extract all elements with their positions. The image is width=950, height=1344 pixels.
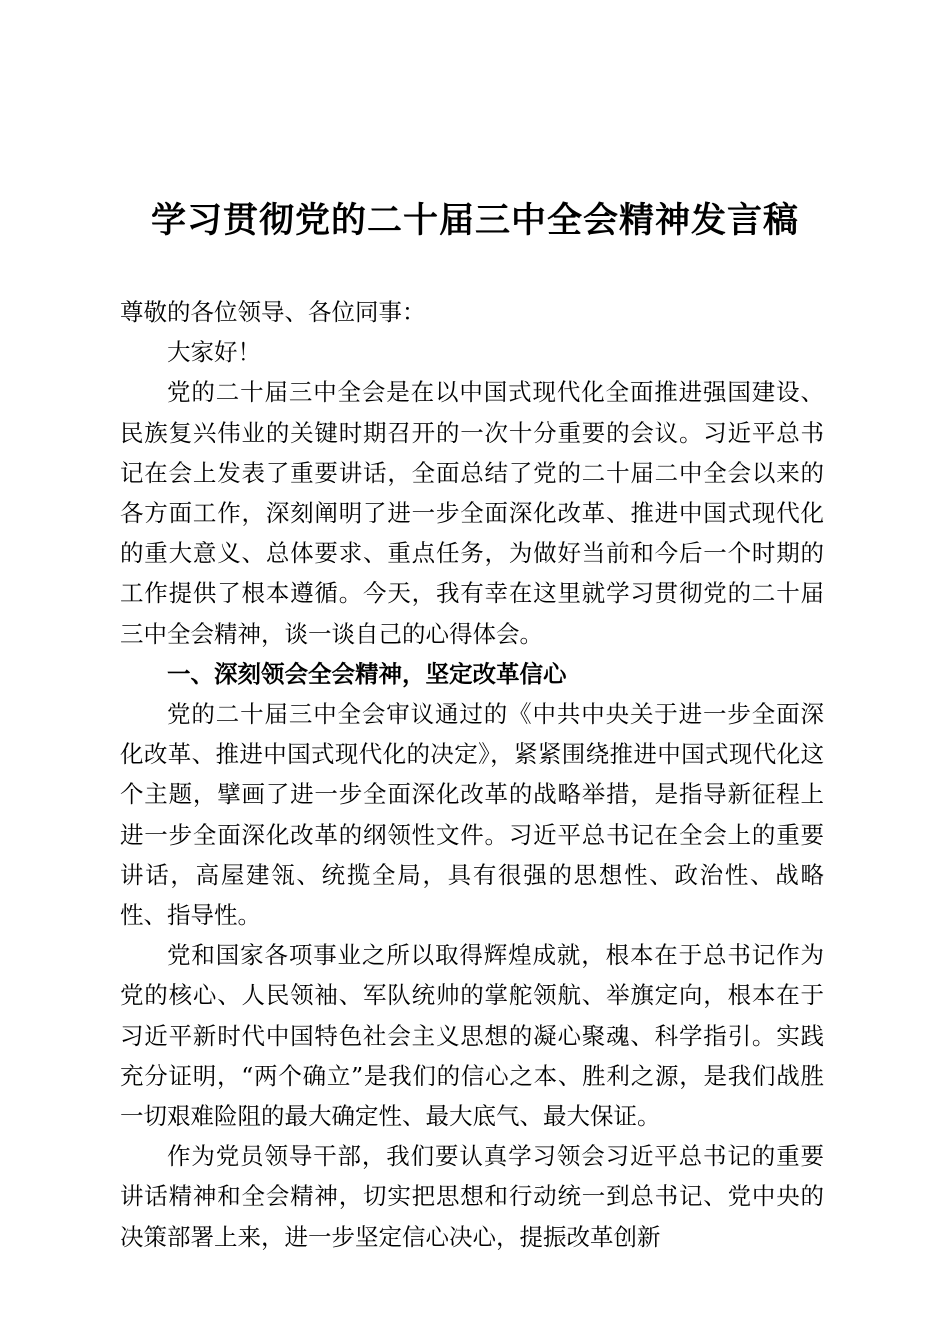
- salutation: 尊敬的各位领导、各位同事：: [120, 298, 426, 326]
- document-title: 学习贯彻党的二十届三中全会精神发言稿: [150, 200, 799, 241]
- greeting: 大家好！: [167, 338, 261, 367]
- section-heading: 一、深刻领会全会精神，坚定改革信心: [167, 659, 567, 688]
- intro-paragraph: 党的二十届三中全会是在以中国式现代化全面推进强国建设、民族复兴伟业的关键时期召开的一次十分重要的会议。习近平总书记在会上发表了重要讲话，全面总结了党的二十届二中全会以来的各方面工作，深刻阐明了进一步全面深化改革、推进中国式现代化的重大意义、总体要求、重点任务，为做好当前和今后一个时期的工作提供了根本遵循。今天，我有幸在这里就学习贯彻党的二十届三中全会精神，谈一谈自己的心得体会。: [120, 378, 824, 648]
- document-body: [120, 292, 824, 1257]
- body-paragraph: 党和国家各项事业之所以取得辉煌成就，根本在于总书记作为党的核心、人民领袖、军队统帅的掌舵领航、举旗定向，根本在于习近平新时代中国特色社会主义思想的凝心聚魂、科学指引。实践充分证明，“两个确立”是我们的信心之本、胜利之源，是我们战胜一切艰难险阻的最大确定性、最大底气、最大保证。: [120, 941, 824, 1131]
- body-paragraph: 作为党员领导干部，我们要认真学习领会习近平总书记的重要讲话精神和全会精神，切实把思想和行动统一到总书记、党中央的决策部署上来，进一步坚定信心决心，提振改革创新: [120, 1142, 824, 1251]
- body-paragraph: 党的二十届三中全会审议通过的《中共中央关于进一步全面深化改革、推进中国式现代化的决定》，紧紧围绕推进中国式现代化这个主题，擘画了进一步全面深化改革的战略举措，是指导新征程上进一步全面深化改革的纲领性文件。习近平总书记在全会上的重要讲话，高屋建瓴、统揽全局，具有很强的思想性、政治性、战略性、指导性。: [120, 700, 824, 930]
